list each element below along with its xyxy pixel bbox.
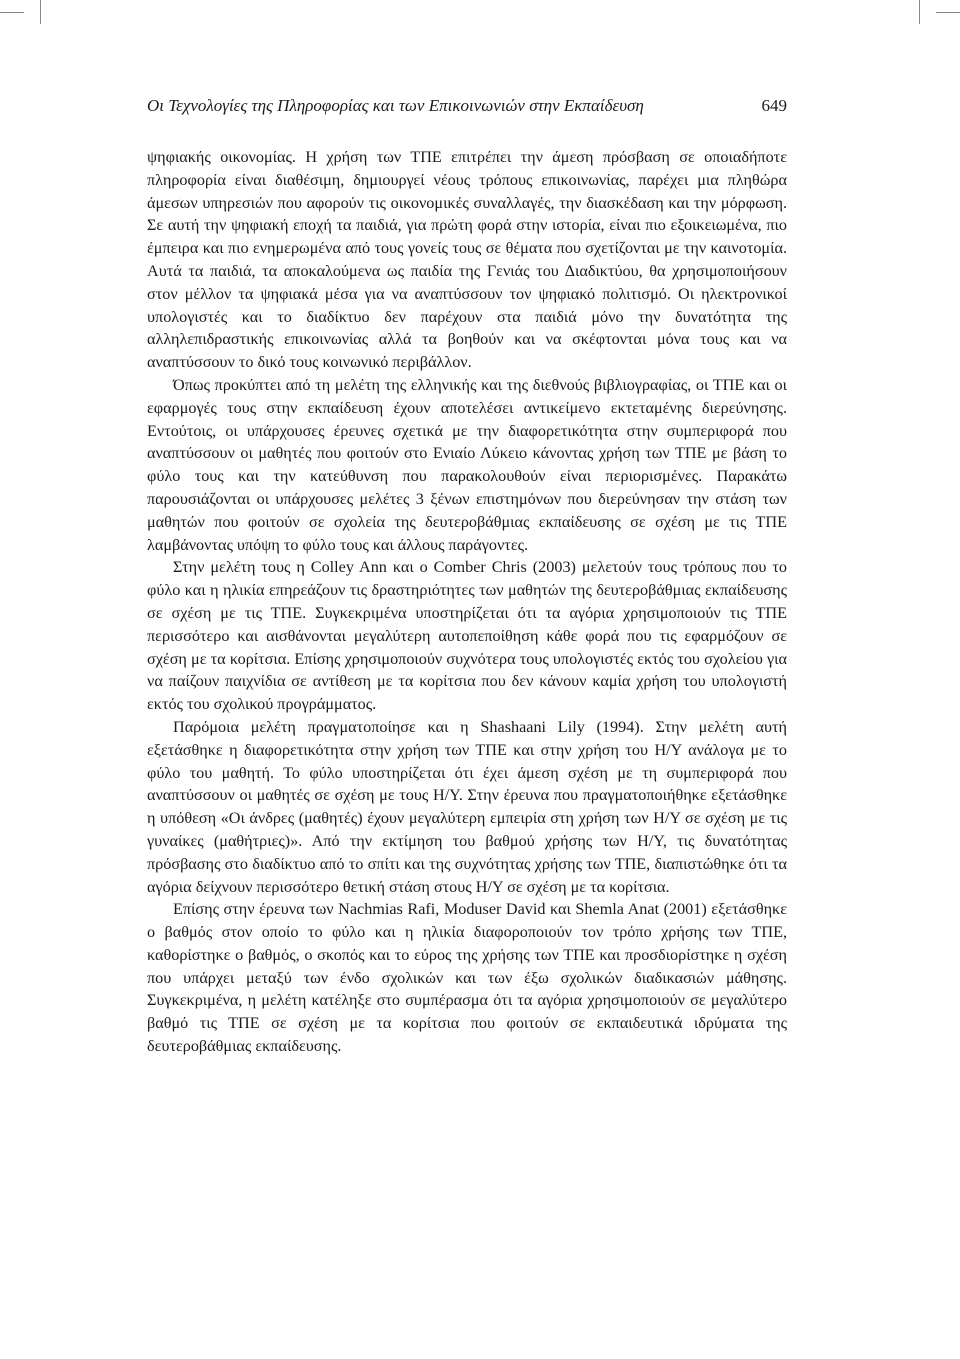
running-header [147,96,787,120]
crop-mark-top-right-h [936,12,960,13]
crop-mark-top-right [919,0,920,24]
paragraph-5: Επίσης στην έρευνα των Nachmias Rafi, Moduser David και Shemla Anat (2001) εξετάσθηκε ο βαθμός στον οποίο το φύλο και η ηλικία διαφοροποιούν τον τρόπο χρήσης των ΤΠΕ, καθορίστηκε ο βαθμός, ο σκοπός και το εύρος της χρήσης των ΤΠΕ και προσδιορίστηκε η σχέση που υπάρχει μεταξύ των ένδο σχολικών και των έξω σχολικών διαδικασιών μάθησης. Συγκεκριμένα, η μελέτη κατέληξε στο συμπέρασμα ότι τα αγόρια χρησιμοποιούν σε μεγαλύτερο βαθμό τις ΤΠΕ σε σχέση με τα κορίτσια που φοιτούν σε εκπαιδευτικά ιδρύματα της δευτεροβάθμιας εκπαίδευσης. [147,900,787,1056]
running-header-title: Οι Τεχνολογίες της Πληροφορίας και των Επικοινωνιών στην Εκπαίδευση [147,96,644,115]
page-number: 649 [761,96,787,115]
paragraph-4: Παρόμοια μελέτη πραγματοποίησε και η Shashaani Lily (1994). Στην μελέτη αυτή εξετάσθηκε η διαφορετικότητα στην χρήση των ΤΠΕ και στην χρήση του Η/Υ ανάλογα με το φύλο του μαθητή. Το φύλο υποστηρίζεται ότι έχει άμεση σχέση με τη συμπεριφορά που αναπτύσσουν οι μαθητές σε σχέση με τους Η/Υ. Στην έρευνα που πραγματοποιήθηκε εξετάσθηκε η υπόθεση «Οι άνδρες (μαθητές) έχουν μεγαλύτερη εμπειρία στη χρήση των Η/Υ σε σχέση με τις γυναίκες (μαθήτριες)». Από την εκτίμηση του βαθμού χρήσης των Η/Υ, τις δυνατότητας πρόσβασης στο διαδίκτυο από το σπίτι και της συχνότητας χρήσης των ΤΠΕ, διαπιστώθηκε ότι τα αγόρια δείχνουν περισσότερο θετική στάση στους Η/Υ σε σχέση με τα κορίτσια. [147,717,787,896]
paragraph-2: Όπως προκύπτει από τη μελέτη της ελληνικής και της διεθνούς βιβλιογραφίας, οι ΤΠΕ και οι εφαρμογές τους στην εκπαίδευση έχουν αποτελέσει αντικείμενο εκτεταμένης διερεύνησης. Εντούτοις, οι υπάρχουσες έρευνες σχετικά με την διαφορετικότητα στην συμπεριφορά που αναπτύσσουν οι μαθητές που φοιτούν στο Ενιαίο Λύκειο κάνοντας χρήση των ΤΠΕ με βάση το φύλο τους και την κατεύθυνση που παρακολουθούν είναι περιορισμένες. Παρακάτω παρουσιάζονται οι υπάρχουσες μελέτες 3 ξένων επιστημόνων που διερεύνησαν την στάση των μαθητών που φοιτούν σε σχολεία της δευτεροβάθμιας εκπαίδευσης σε σχέση με τις ΤΠΕ λαμβάνοντας υπόψη το φύλο τους και άλλους παράγοντες. [147,375,787,554]
crop-mark-top-left-h [0,12,24,13]
crop-mark-top-left [40,0,41,24]
paragraph-3: Στην μελέτη τους η Colley Ann και ο Comber Chris (2003) μελετούν τους τρόπους που το φύλο και η ηλικία επηρεάζουν τις δραστηριότητες των μαθητών της δευτεροβάθμιας εκπαίδευσης σε σχέση με τις ΤΠΕ. Συγκεκριμένα υποστηρίζεται ότι τα αγόρια χρησιμοποιούν τις ΤΠΕ περισσότερο και αισθάνονται μεγαλύτερη αυτοπεποίθηση κάθε φορά που τις εφαρμόζουν σε σχέση με τα κορίτσια. Επίσης χρησιμοποιούν συχνότερα τους υπολογιστές εκτός του σχολείου για να παίζουν παιχνίδια σε αντίθεση με τα κορίτσια που δεν κάνουν καμία χρήση του υπολογιστή εκτός του σχολικού προγράμματος. [147,558,787,714]
paragraph-1: ψηφιακής οικονομίας. Η χρήση των ΤΠΕ επιτρέπει την άμεση πρόσβαση σε οποιαδήποτε πληροφορία είναι διαθέσιμη, δημιουργεί νέους τρόπους επικοινωνίας, παρέχει μια πληθώρα άμεσων υπηρεσιών που αφορούν τις οικονομικές συναλλαγές, την διασκέδαση και την μόρφωση. Σε αυτή την ψηφιακή εποχή τα παιδιά, για πρώτη φορά στην ιστορία, είναι πιο εξοικειωμένα, πιο έμπειρα και πιο ενημερωμένα από τους γονείς τους σε θέματα που σχετίζονται με την καινοτομία. Αυτά τα παιδιά, τα αποκαλούμενα ως παιδία της Γενιάς του Διαδικτύου, θα χρησιμοποιήσουν στον μέλλον τα ψηφιακά μέσα για να αναπτύσσουν τον ψηφιακό πολιτισμό. Οι ηλεκτρονικοί υπολογιστές και το διαδίκτυο δεν παρέχουν στα παιδιά μόνο την δυνατότητα της αλληλεπιδραστικής επικοινωνίας αλλά τα βοηθούν και να σκέφτονται μόνα τους και να αναπτύσσουν το δικό τους κοινωνικό περιβάλλον. [147,148,787,372]
body-text [147,146,787,1058]
